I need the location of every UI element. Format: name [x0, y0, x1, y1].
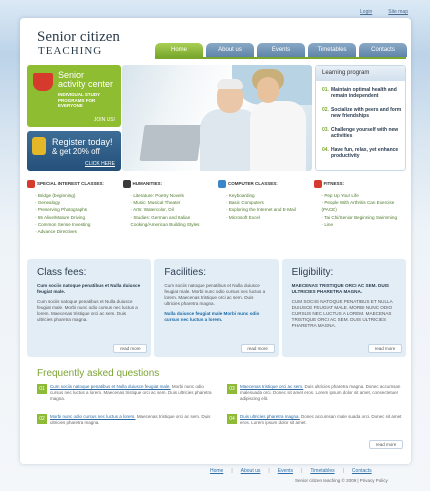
class-fees-title: Class fees: [37, 267, 87, 278]
eligibility-title: Eligibility: [291, 267, 334, 278]
category-header [27, 178, 120, 189]
footer-nav [210, 468, 372, 474]
join-us-link[interactable]: JOIN US! [93, 117, 115, 123]
special-interest-icon [27, 180, 35, 188]
man-hair [217, 79, 243, 89]
faq-text [50, 384, 213, 402]
logo-subtitle[interactable]: TEACHING [38, 45, 103, 57]
nav-underline [155, 57, 406, 59]
category-link[interactable]: - Advance Directives [35, 228, 120, 235]
category-special-interest [27, 178, 120, 254]
faq-answer: Maecenas tristique orci ac sem. Duis ultricies pharetra magna. [50, 414, 211, 425]
category-list [131, 192, 216, 228]
info-boxes [27, 259, 406, 357]
learning-item-text: Socialize with peers and form new friendships [330, 107, 402, 119]
faq-text [240, 384, 403, 402]
eligibility-box [282, 259, 406, 357]
category-link[interactable]: - Tai Chi/Senior Beginning Swimming [322, 214, 407, 221]
learning-item [322, 87, 404, 99]
category-link[interactable]: - Basic Computers [226, 199, 311, 206]
footer-separator: | [301, 468, 303, 474]
class-categories [27, 178, 406, 254]
faq-question[interactable]: Cum sociis natoque penatibus et Nulla duiusce feugiat male. [50, 384, 171, 389]
faq-item [227, 414, 403, 426]
category-title: HUMANITIES: [132, 181, 162, 186]
learning-item [322, 107, 404, 119]
learning-item-number: 04. [322, 147, 329, 153]
category-link[interactable]: - Genealogy [35, 199, 120, 206]
learning-item [322, 127, 404, 139]
category-link[interactable]: - Keyboarding [226, 192, 311, 199]
promo-register[interactable] [27, 131, 121, 171]
promo-register-title-2: & get 20% off [52, 147, 100, 156]
category-link[interactable]: - Preserving Photographs [35, 206, 120, 213]
learning-item-text: Maintain optimal health and remain independent [330, 87, 397, 99]
footer-separator: | [231, 468, 233, 474]
faq-title: Frequently asked questions [37, 368, 160, 379]
faq-item [37, 384, 213, 402]
fitness-icon [314, 180, 322, 188]
nav-home[interactable]: Home [155, 43, 203, 57]
login-link[interactable]: Login [360, 9, 373, 15]
category-computer [218, 178, 311, 254]
category-title: SPECIAL INTEREST CLASSES: [37, 181, 104, 186]
category-link[interactable]: - Exploring the Internet and E-Mail [226, 206, 311, 213]
footer-link-timetables[interactable]: Timetables [310, 468, 335, 474]
promo-activity-text: INDIVIDUAL STUDY PROGRAMS FOR EVERYONE [58, 92, 101, 108]
class-fees-lead: Cum sociis natoque penatibus et Nulla duiusce feugiat male. [37, 283, 141, 294]
category-link[interactable]: - Bridge (beginning) [35, 192, 120, 199]
footer-link-events[interactable]: Events [277, 468, 294, 474]
category-link[interactable]: - 55 Alive/Mature Driving [35, 214, 120, 221]
category-link[interactable]: - Studies: German and Italian Cooking/American Building Styles [131, 214, 216, 228]
laptop-image [139, 125, 202, 161]
category-title: COMPUTER CLASSES: [228, 181, 278, 186]
category-header [314, 178, 407, 189]
faq-read-more-button[interactable]: read more [369, 440, 403, 449]
category-link[interactable]: - Pep Up Your Life [322, 192, 407, 199]
category-link[interactable]: - People With Arthritis Can Exercise (PACE) [322, 199, 407, 213]
facilities-box [154, 259, 278, 357]
nav-contacts[interactable]: Contacts [359, 43, 407, 57]
promo-activity-title-2: activity center [58, 79, 114, 89]
facilities-text: Cum sociis natoque penatibus et Nulla duiusce feugiat male. Morbi nunc odio cursus nec luctus a lorem. Maecenas tristique orci ac sem. Duis ultricies pharetra magna. [164, 283, 266, 306]
hero-photo [122, 65, 312, 171]
category-title: FITNESS: [323, 181, 345, 186]
read-more-button[interactable]: read more [113, 344, 147, 353]
eligibility-lead: MAECENAS TRISTIQUE ORCI AC SEM. DUIS ULTRICIES PHARETRA MAGNA. [291, 283, 389, 294]
category-header [123, 178, 216, 189]
footer-separator: | [342, 468, 344, 474]
learning-item [322, 147, 404, 159]
footer-link-contacts[interactable]: Contacts [351, 468, 372, 474]
category-header [218, 178, 311, 189]
faq-number: 01 [37, 384, 47, 394]
faq-answer: Morbi nunc odio cursus nec luctus a lorem. Maecenas tristique orci ac sem. Duis ultricies pharetra magna. [50, 384, 212, 401]
faq-question[interactable]: Duis ultricies pharetra magna. [240, 414, 300, 419]
category-list [35, 192, 120, 235]
category-link[interactable]: - Music: Musical Theater [131, 199, 216, 206]
eligibility-text: CUM SOCIIS NATOQUE PENATIBUS ET NULLA DUIUSCE FEUGIAT MALE. MORBI NUNC ODIO CURSUS NEC LUCTUS A LOREM. MAECENAS TRISTIQUE ORCI AC SEM. DUIS ULTRICIES PHARETRA MAGNA. [291, 299, 393, 328]
learning-item-number: 01. [322, 87, 329, 93]
faq-text [50, 414, 213, 426]
faq-number: 02 [37, 414, 47, 424]
category-link[interactable]: - Microsoft Excel [226, 214, 311, 221]
footer-link-home[interactable]: Home [210, 468, 224, 474]
woman-head [257, 77, 279, 103]
faq-number: 04 [227, 414, 237, 424]
faq-question[interactable]: Morbi nunc odio cursus nec luctus a lorem. [50, 414, 136, 419]
category-link[interactable]: - Arts: Watercolor, Oil [131, 206, 216, 213]
faq-answer: Donec accumsan male suada orci. Donec sit amet eros. Lorem ipsum dolor sit amet. [240, 414, 402, 425]
nav-about-us[interactable]: About us [206, 43, 254, 57]
site-map-link[interactable]: Site map [388, 9, 408, 15]
footer-link-about-us[interactable]: About us [240, 468, 261, 474]
coins-icon [32, 137, 46, 155]
woman-figure [250, 101, 306, 171]
category-fitness [314, 178, 407, 254]
category-list [226, 192, 311, 221]
learning-item-number: 03. [322, 127, 329, 133]
copyright: Senior citizen teaching © 2009 | Privacy Policy [295, 478, 388, 483]
category-link[interactable]: - Line [322, 221, 407, 228]
read-more-button[interactable]: read more [241, 344, 275, 353]
learning-item-number: 02. [322, 107, 329, 113]
cup-icon [33, 73, 53, 91]
category-link[interactable]: - Literature: Poetry Novels [131, 192, 216, 199]
facilities-link[interactable]: Nulla duiusce feugiat male Morbi nunc odio cursus nec luctus a lorem. [164, 311, 260, 322]
faq-number: 03 [227, 384, 237, 394]
promo-register-title-1: Register today! [52, 137, 113, 147]
faq-item [227, 384, 403, 402]
learning-item-text: Challenge yourself with new activities [330, 127, 399, 139]
faq-question[interactable]: Maecenas tristique orci ac sem. [240, 384, 304, 389]
top-links [360, 9, 408, 15]
read-more-button[interactable]: read more [368, 344, 402, 353]
faq-text [240, 414, 403, 426]
promo-activity-center[interactable] [27, 65, 121, 127]
category-humanities [123, 178, 216, 254]
category-link[interactable]: - Common Sense Investing [35, 221, 120, 228]
class-fees-box [27, 259, 151, 357]
faq-item [37, 414, 213, 426]
class-fees-text: Cum sociis natoque penatibus et Nulla duiusce feugiat male. Morbi nunc odio cursus nec luctus a lorem. Maecenas tristique orci ac sem. Duis ultricies pharetra magna. [37, 299, 138, 322]
footer-separator: | [268, 468, 270, 474]
learning-item-text: Have fun, relax, yet enhance productivity [330, 147, 399, 159]
computer-icon [218, 180, 226, 188]
humanities-icon [123, 180, 131, 188]
category-list [322, 192, 407, 228]
facilities-title: Facilities: [164, 267, 207, 278]
main-nav [155, 43, 407, 57]
faq-answer: Duis ultricies pharetra magna. Donec accumsan malesuada orci. Donec sit amet eros. Lorem ipsum dolor sit amet, consectetuer adipiscing elit. [240, 384, 401, 401]
click-here-link[interactable]: CLICK HERE [84, 161, 115, 167]
logo-title[interactable]: Senior citizen [37, 29, 120, 45]
learning-program-title: Learning program [316, 66, 405, 81]
promo-activity-title-1: Senior [58, 70, 85, 80]
nav-timetables[interactable]: Timetables [308, 43, 356, 57]
learning-program-panel [315, 65, 406, 171]
nav-events[interactable]: Events [257, 43, 305, 57]
